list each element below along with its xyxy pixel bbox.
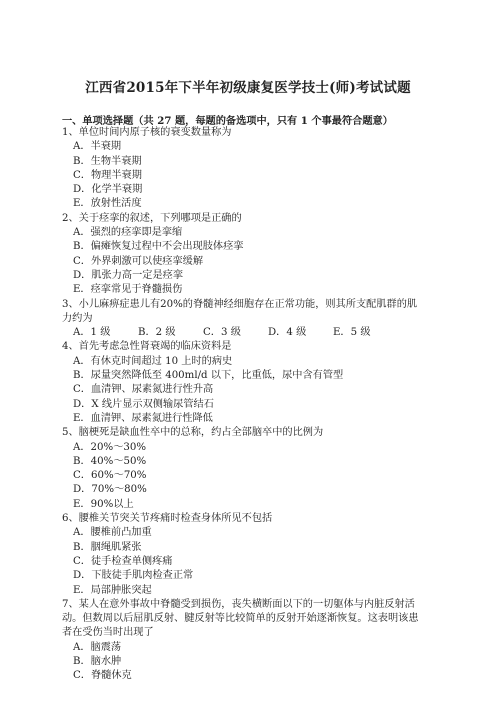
option-row — [62, 326, 438, 340]
option-item: D．化学半衰期 — [73, 184, 143, 196]
option-item: D．4 级 — [268, 327, 307, 339]
option-item: D．70%～80% — [73, 484, 147, 496]
option-item: C．血清钾、尿素氮进行性升高 — [73, 384, 214, 396]
option-item: D．肌张力高一定是痉挛 — [73, 269, 184, 281]
option-item: C．物理半衰期 — [73, 169, 142, 181]
question-stem: 3、小儿麻痹症患儿有20%的脊髓神经细胞存在正常功能，则其所支配肌群的肌 — [62, 298, 418, 310]
option-item: D．下肢徒手肌肉检查正常 — [73, 570, 194, 582]
option-item: E．放射性活度 — [73, 198, 142, 210]
question-stem: 7、某人在意外事故中脊髓受到损伤，丧失横断面以下的一切躯体与内脏反射活 — [62, 598, 415, 610]
option-item: C．3 级 — [203, 327, 241, 339]
option-item: A．脑震荡 — [73, 641, 122, 653]
option-item: B．40%～50% — [73, 455, 147, 467]
option-item: B．2 级 — [138, 327, 176, 339]
option-item: D．X 线片显示双侧输尿管结石 — [73, 398, 214, 410]
option-item: B．胭绳肌紧张 — [73, 541, 142, 553]
question-stem: 4、首先考虑急性肾衰竭的临床资料是 — [62, 341, 232, 353]
option-item: C．脊髓休克 — [73, 670, 132, 682]
option-item: A．有休克时间超过 10 上时的病史 — [73, 355, 233, 367]
question-stem: 5、脑梗死是缺血性卒中的总称，约占全部脑卒中的比例为 — [62, 427, 324, 439]
question-stem-continued: 力约为 — [62, 312, 93, 324]
option-item: A．1 级 — [73, 327, 111, 339]
question-stem-continued: 者在受伤当时出现了 — [62, 627, 154, 639]
question-stem: 1、单位时间内原子核的衰变数量称为 — [62, 127, 232, 138]
question-stem: 2、关于痉挛的叙述，下列哪项是正确的 — [62, 212, 242, 224]
question-stem: 6、腰椎关节突关节疼痛时检查身体所见不包括 — [62, 513, 273, 525]
option-item: E．痉挛常见于脊髓损伤 — [73, 284, 183, 296]
document-title: 江西省2015年下半年初级康复医学技士(师)考试试题 — [85, 80, 411, 96]
option-item: B．尿量突然降低至 400ml/d 以下，比重低，尿中含有管型 — [73, 370, 344, 382]
option-item: C．外界刺激可以使痉挛缓解 — [73, 255, 204, 267]
section-heading: 一、单项选择题（共 27 题，每题的备选项中，只有 1 个事最符合题意） — [62, 115, 393, 127]
option-item: C．徒手检查单侧疼痛 — [73, 555, 173, 567]
option-item: E．局部肿胀突起 — [73, 584, 152, 596]
option-item: E．5 级 — [333, 327, 371, 339]
option-item: B．偏瘫恢复过程中不会出现肢体痉挛 — [73, 241, 244, 253]
option-item: A．强烈的痉挛即是挛缩 — [73, 227, 183, 239]
option-item: A．半衰期 — [73, 141, 122, 153]
option-item: E．90%以上 — [73, 498, 134, 510]
question-list — [62, 126, 438, 684]
option-item: A．腰椎前凸加重 — [73, 527, 152, 539]
option-item: A．20%～30% — [73, 441, 147, 453]
option-item: B．脑水肿 — [73, 655, 122, 667]
option-item: B．生物半衰期 — [73, 155, 142, 167]
option-item: E．血清钾、尿素氮进行性降低 — [73, 412, 213, 424]
option-item: C．60%～70% — [73, 470, 147, 482]
question-stem-continued: 动。但数周以后屈肌反射、腱反射等比较简单的反射开始逐渐恢复。这表明该患 — [62, 613, 419, 625]
